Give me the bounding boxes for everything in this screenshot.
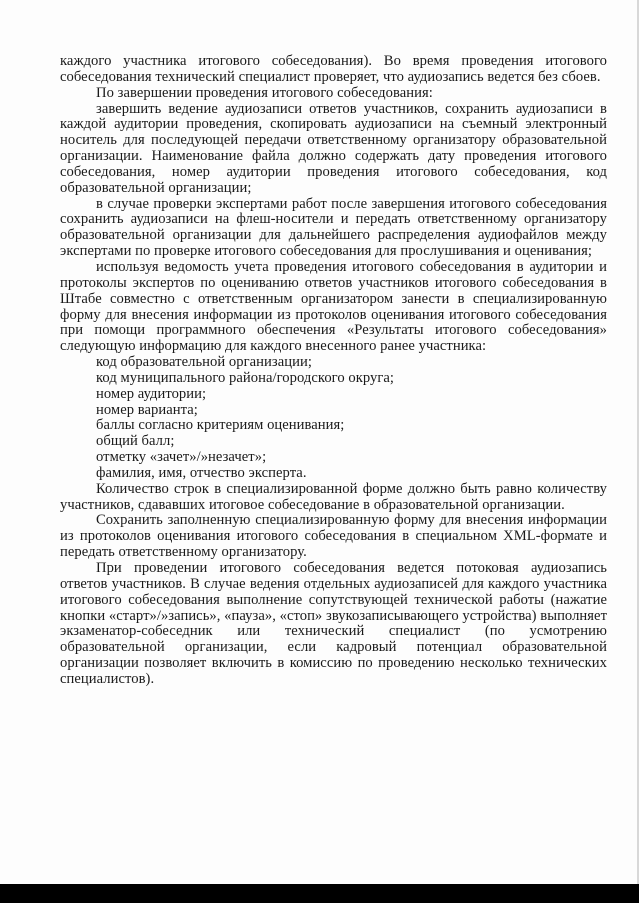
list-item: код образовательной организации; xyxy=(96,354,312,371)
list-item: баллы согласно критериям оценивания; xyxy=(96,417,345,434)
paragraph-save-xml: Сохранить заполненную специализированную форму для внесения информации из протоколов оценивания итогового собеседования в специальном XML-формате и передать ответственному организатору. xyxy=(60,512,607,561)
list-item: номер варианта; xyxy=(96,401,198,418)
paragraph-expert-check: в случае проверки экспертами работ после завершения итогового собеседования сохранить аудиозаписи на флеш-носители и передать ответственному организатору образовательной организации для дальнейшего распределения аудиофайлов между экспертами по проверке итогового собеседования для прослушивания и оценивания; xyxy=(60,195,607,260)
paragraph-continuation: каждого участника итогового собеседования). Во время проведения итогового собеседования технический специалист проверяет, что аудиозапись ведется без сбоев. xyxy=(60,53,607,85)
list-item: код муниципального района/городского округа; xyxy=(96,369,395,386)
paragraph-row-count: Количество строк в специализированной форме должно быть равно количеству участников, сдававших итоговое собеседование в образовательной организации. xyxy=(60,480,607,513)
list-item: отметку «зачет»/»незачет»; xyxy=(96,449,267,466)
paragraph-completion-heading: По завершении проведения итогового собеседования: xyxy=(96,84,433,101)
list-item: номер аудитории; xyxy=(96,385,207,402)
paragraph-streaming-audio: При проведении итогового собеседования ведется потоковая аудиозапись ответов участников. В случае ведения отдельных аудиозаписей для каждого участника итогового собеседования выполнение сопутствующей технической работы (нажатие кнопки «старт»/»запись», «пауза», «стоп» звукозаписывающего устройства) выполняет экзаменатор-собеседник или технический специалист (по усмотрению образовательной организации, если кадровый потенциал образовательной организации позволяет включить в комиссию по проведению несколько технических специалистов). xyxy=(60,560,607,687)
document-body xyxy=(60,54,607,688)
paragraph-finish-recording: завершить ведение аудиозаписи ответов участников, сохранить аудиозаписи в каждой аудитории проведения, скопировать аудиозаписи на съемный электронный носитель для последующей передачи ответственному организатору образовательной организации. Наименование файла должно содержать дату проведения итогового собеседования, номер аудитории проведения итогового собеседования, код образовательной организации; xyxy=(60,100,607,196)
paragraph-enter-results: используя ведомость учета проведения итогового собеседования в аудитории и протоколы экспертов по оцениванию ответов участников итогового собеседования в Штабе совместно с ответственным организатором занести в специализированную форму для внесения информации из протоколов оценивания итогового собеседования при помощи программного обеспечения «Результаты итогового собеседования» следующую информацию для каждого внесенного ранее участника: xyxy=(60,258,607,355)
scan-bottom-border xyxy=(0,884,639,903)
list-item: общий балл; xyxy=(96,433,175,450)
list-item: фамилия, имя, отчество эксперта. xyxy=(96,464,307,481)
